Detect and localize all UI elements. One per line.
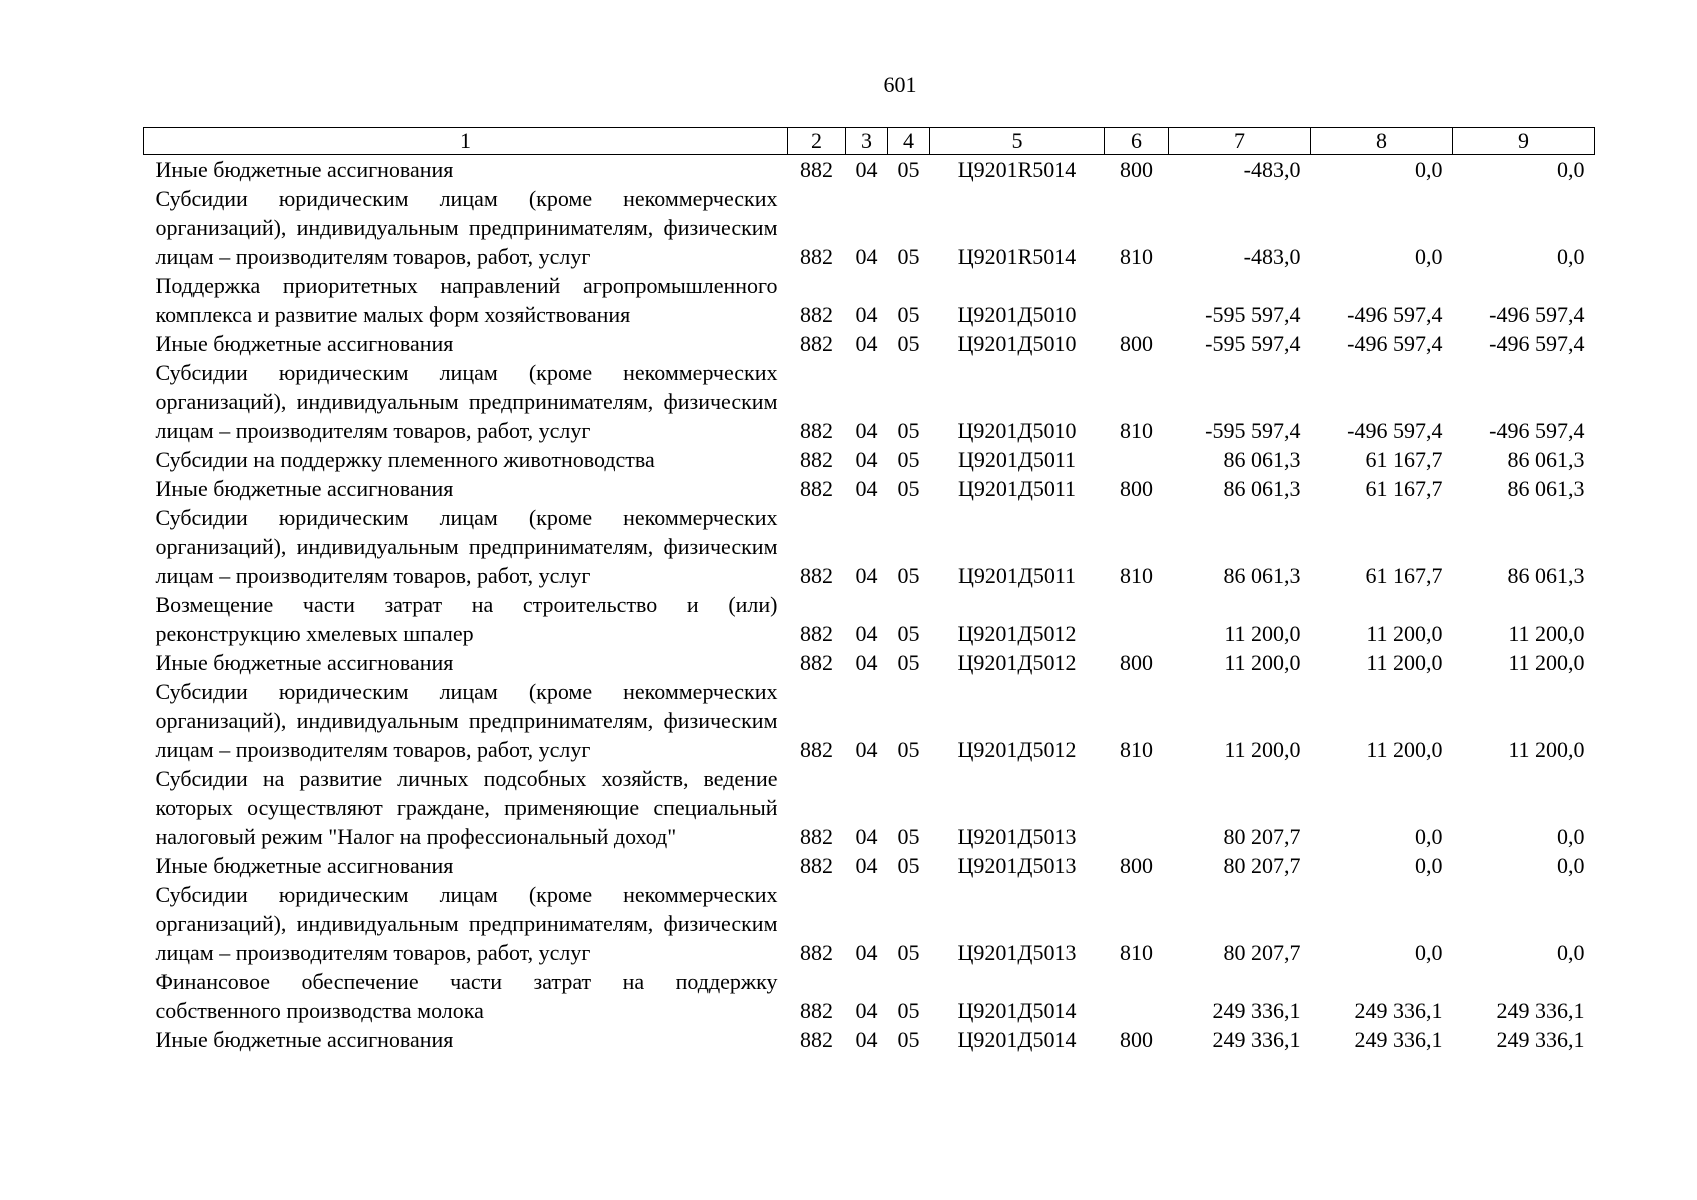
header-col-5: 5 [930, 128, 1105, 155]
row-name: Возмещение части затрат на строительство и (или) реконструкцию хмелевых шпалер [155, 592, 778, 646]
row-name: Финансовое обеспечение части затрат на поддержку собственного производства молока [155, 969, 778, 1023]
row-col-4: 05 [897, 244, 920, 269]
row-col-4: 05 [897, 1027, 920, 1052]
row-col-3: 04 [855, 418, 878, 443]
row-target-code: Ц9201R5014 [957, 157, 1077, 182]
row-col-3: 04 [855, 157, 878, 182]
table-row [144, 503, 1595, 590]
row-col-2: 882 [800, 302, 833, 327]
row-col-2: 882 [800, 418, 833, 443]
row-name: Иные бюджетные ассигнования [155, 157, 454, 182]
row-amount-8: 0,0 [1415, 853, 1443, 878]
table-row [144, 648, 1595, 677]
row-expense-type [1105, 764, 1169, 851]
row-amount-8: 0,0 [1415, 824, 1443, 849]
row-name: Иные бюджетные ассигнования [155, 1027, 454, 1052]
row-amount-7: 11 200,0 [1224, 621, 1301, 646]
row-col-3: 04 [855, 476, 878, 501]
row-col-2: 882 [800, 157, 833, 182]
row-amount-8: 61 167,7 [1365, 563, 1443, 588]
row-col-3: 04 [855, 244, 878, 269]
table-row [144, 1025, 1595, 1054]
row-col-2: 882 [800, 650, 833, 675]
row-col-4: 05 [897, 998, 920, 1023]
row-col-4: 05 [897, 302, 920, 327]
table-row [144, 590, 1595, 648]
row-target-code: Ц9201Д5010 [957, 302, 1077, 327]
row-col-3: 04 [855, 853, 878, 878]
row-target-code: Ц9201Д5013 [957, 853, 1077, 878]
row-name: Иные бюджетные ассигнования [155, 853, 454, 878]
row-expense-type [1105, 590, 1169, 648]
row-amount-9: 249 336,1 [1496, 998, 1585, 1023]
row-amount-7: 86 061,3 [1223, 476, 1301, 501]
header-col-2: 2 [788, 128, 846, 155]
row-amount-7: -483,0 [1243, 157, 1301, 182]
row-amount-8: 61 167,7 [1365, 447, 1443, 472]
row-name: Субсидии на развитие личных подсобных хозяйств, ведение которых осуществляют граждане, применяющие специальный налоговый режим "Налог на профессиональный доход" [155, 766, 778, 849]
row-amount-9: 11 200,0 [1508, 737, 1585, 762]
row-col-4: 05 [897, 940, 920, 965]
row-col-2: 882 [800, 621, 833, 646]
row-amount-8: 0,0 [1415, 244, 1443, 269]
row-col-4: 05 [897, 476, 920, 501]
row-amount-8: 11 200,0 [1366, 737, 1443, 762]
table-row [144, 358, 1595, 445]
row-target-code: Ц9201Д5012 [957, 650, 1077, 675]
row-expense-type: 800 [1120, 1027, 1153, 1052]
row-col-2: 882 [800, 331, 833, 356]
row-amount-8: 61 167,7 [1365, 476, 1443, 501]
row-amount-9: 0,0 [1557, 157, 1585, 182]
row-col-4: 05 [897, 737, 920, 762]
header-col-8: 8 [1311, 128, 1453, 155]
row-target-code: Ц9201Д5010 [957, 331, 1077, 356]
header-col-9: 9 [1453, 128, 1595, 155]
row-name: Субсидии на поддержку племенного животноводства [155, 447, 655, 472]
row-name: Субсидии юридическим лицам (кроме некоммерческих организаций), индивидуальным предпринимателям, физическим лицам – производителям товаров, работ, услуг [155, 360, 778, 443]
row-target-code: Ц9201Д5012 [957, 621, 1077, 646]
row-expense-type: 810 [1120, 940, 1153, 965]
row-amount-8: -496 597,4 [1347, 418, 1443, 443]
row-amount-8: 0,0 [1415, 940, 1443, 965]
row-expense-type [1105, 445, 1169, 474]
row-target-code: Ц9201Д5014 [957, 1027, 1077, 1052]
header-col-1: 1 [144, 128, 788, 155]
row-amount-7: 86 061,3 [1223, 563, 1301, 588]
header-row [144, 128, 1595, 155]
row-name: Субсидии юридическим лицам (кроме некоммерческих организаций), индивидуальным предпринимателям, физическим лицам – производителям товаров, работ, услуг [155, 679, 778, 762]
row-amount-9: -496 597,4 [1489, 302, 1585, 327]
table-row [144, 474, 1595, 503]
table-row [144, 677, 1595, 764]
table-row [144, 967, 1595, 1025]
row-amount-9: 86 061,3 [1507, 447, 1585, 472]
row-col-3: 04 [855, 824, 878, 849]
row-amount-8: -496 597,4 [1347, 302, 1443, 327]
row-amount-8: 249 336,1 [1354, 998, 1443, 1023]
table-row [144, 329, 1595, 358]
row-expense-type: 810 [1120, 563, 1153, 588]
row-amount-9: 11 200,0 [1508, 621, 1585, 646]
row-amount-9: 0,0 [1557, 824, 1585, 849]
row-amount-7: 80 207,7 [1223, 824, 1301, 849]
row-col-3: 04 [855, 940, 878, 965]
table-row [144, 155, 1595, 185]
row-name: Субсидии юридическим лицам (кроме некоммерческих организаций), индивидуальным предпринимателям, физическим лицам – производителям товаров, работ, услуг [155, 505, 778, 588]
row-amount-7: 80 207,7 [1223, 853, 1301, 878]
row-col-2: 882 [800, 563, 833, 588]
row-amount-8: 0,0 [1415, 157, 1443, 182]
table-row [144, 445, 1595, 474]
row-expense-type: 810 [1120, 418, 1153, 443]
row-target-code: Ц9201Д5010 [957, 418, 1077, 443]
row-col-4: 05 [897, 563, 920, 588]
header-col-6: 6 [1105, 128, 1169, 155]
row-expense-type: 800 [1120, 331, 1153, 356]
row-target-code: Ц9201Д5013 [957, 940, 1077, 965]
row-amount-8: 11 200,0 [1366, 650, 1443, 675]
row-amount-7: -595 597,4 [1205, 418, 1301, 443]
row-col-4: 05 [897, 418, 920, 443]
row-target-code: Ц9201R5014 [957, 244, 1077, 269]
row-amount-9: 86 061,3 [1507, 476, 1585, 501]
row-expense-type: 800 [1120, 650, 1153, 675]
row-amount-7: -595 597,4 [1205, 331, 1301, 356]
row-expense-type: 800 [1120, 853, 1153, 878]
row-expense-type: 800 [1120, 157, 1153, 182]
row-col-2: 882 [800, 244, 833, 269]
row-expense-type: 800 [1120, 476, 1153, 501]
row-expense-type [1105, 271, 1169, 329]
row-target-code: Ц9201Д5014 [957, 998, 1077, 1023]
row-col-4: 05 [897, 853, 920, 878]
row-col-3: 04 [855, 737, 878, 762]
row-target-code: Ц9201Д5011 [957, 476, 1077, 501]
row-col-2: 882 [800, 737, 833, 762]
row-amount-9: -496 597,4 [1489, 331, 1585, 356]
row-col-4: 05 [897, 621, 920, 646]
row-col-3: 04 [855, 998, 878, 1023]
row-target-code: Ц9201Д5012 [957, 737, 1077, 762]
row-amount-7: 249 336,1 [1212, 998, 1301, 1023]
row-amount-7: 80 207,7 [1223, 940, 1301, 965]
row-amount-9: 11 200,0 [1508, 650, 1585, 675]
row-name: Иные бюджетные ассигнования [155, 331, 454, 356]
row-target-code: Ц9201Д5013 [957, 824, 1077, 849]
row-col-3: 04 [855, 447, 878, 472]
row-amount-9: 86 061,3 [1507, 563, 1585, 588]
row-col-2: 882 [800, 1027, 833, 1052]
row-col-4: 05 [897, 447, 920, 472]
row-col-2: 882 [800, 998, 833, 1023]
row-col-3: 04 [855, 1027, 878, 1052]
row-col-3: 04 [855, 621, 878, 646]
row-amount-7: -483,0 [1243, 244, 1301, 269]
row-target-code: Ц9201Д5011 [957, 563, 1077, 588]
table-body [144, 155, 1595, 1055]
row-col-4: 05 [897, 824, 920, 849]
row-amount-8: -496 597,4 [1347, 331, 1443, 356]
row-amount-8: 249 336,1 [1354, 1027, 1443, 1052]
table-row [144, 184, 1595, 271]
budget-table [143, 127, 1595, 1054]
table-row [144, 880, 1595, 967]
row-expense-type: 810 [1120, 244, 1153, 269]
row-col-3: 04 [855, 331, 878, 356]
row-expense-type [1105, 967, 1169, 1025]
row-col-3: 04 [855, 650, 878, 675]
row-col-3: 04 [855, 563, 878, 588]
row-amount-7: 11 200,0 [1224, 737, 1301, 762]
row-amount-9: -496 597,4 [1489, 418, 1585, 443]
header-col-3: 3 [846, 128, 888, 155]
row-amount-7: 11 200,0 [1224, 650, 1301, 675]
row-col-2: 882 [800, 447, 833, 472]
row-name: Субсидии юридическим лицам (кроме некоммерческих организаций), индивидуальным предпринимателям, физическим лицам – производителям товаров, работ, услуг [155, 186, 778, 269]
row-col-2: 882 [800, 853, 833, 878]
row-expense-type: 810 [1120, 737, 1153, 762]
row-amount-9: 0,0 [1557, 853, 1585, 878]
header-col-4: 4 [888, 128, 930, 155]
row-amount-9: 0,0 [1557, 940, 1585, 965]
row-amount-7: -595 597,4 [1205, 302, 1301, 327]
row-name: Субсидии юридическим лицам (кроме некоммерческих организаций), индивидуальным предпринимателям, физическим лицам – производителям товаров, работ, услуг [155, 882, 778, 965]
row-amount-8: 11 200,0 [1366, 621, 1443, 646]
row-amount-9: 249 336,1 [1496, 1027, 1585, 1052]
table-row [144, 851, 1595, 880]
row-col-4: 05 [897, 331, 920, 356]
row-name: Иные бюджетные ассигнования [155, 650, 454, 675]
page-number: 601 [883, 72, 917, 97]
row-col-4: 05 [897, 157, 920, 182]
row-amount-7: 249 336,1 [1212, 1027, 1301, 1052]
table-header [144, 128, 1595, 155]
row-col-2: 882 [800, 476, 833, 501]
table-row [144, 764, 1595, 851]
row-col-3: 04 [855, 302, 878, 327]
row-name: Иные бюджетные ассигнования [155, 476, 454, 501]
row-col-2: 882 [800, 940, 833, 965]
row-target-code: Ц9201Д5011 [957, 447, 1077, 472]
row-col-2: 882 [800, 824, 833, 849]
row-amount-9: 0,0 [1557, 244, 1585, 269]
header-col-7: 7 [1169, 128, 1311, 155]
row-name: Поддержка приоритетных направлений агропромышленного комплекса и развитие малых форм хозяйствования [155, 273, 778, 327]
row-amount-7: 86 061,3 [1223, 447, 1301, 472]
row-col-4: 05 [897, 650, 920, 675]
table-row [144, 271, 1595, 329]
